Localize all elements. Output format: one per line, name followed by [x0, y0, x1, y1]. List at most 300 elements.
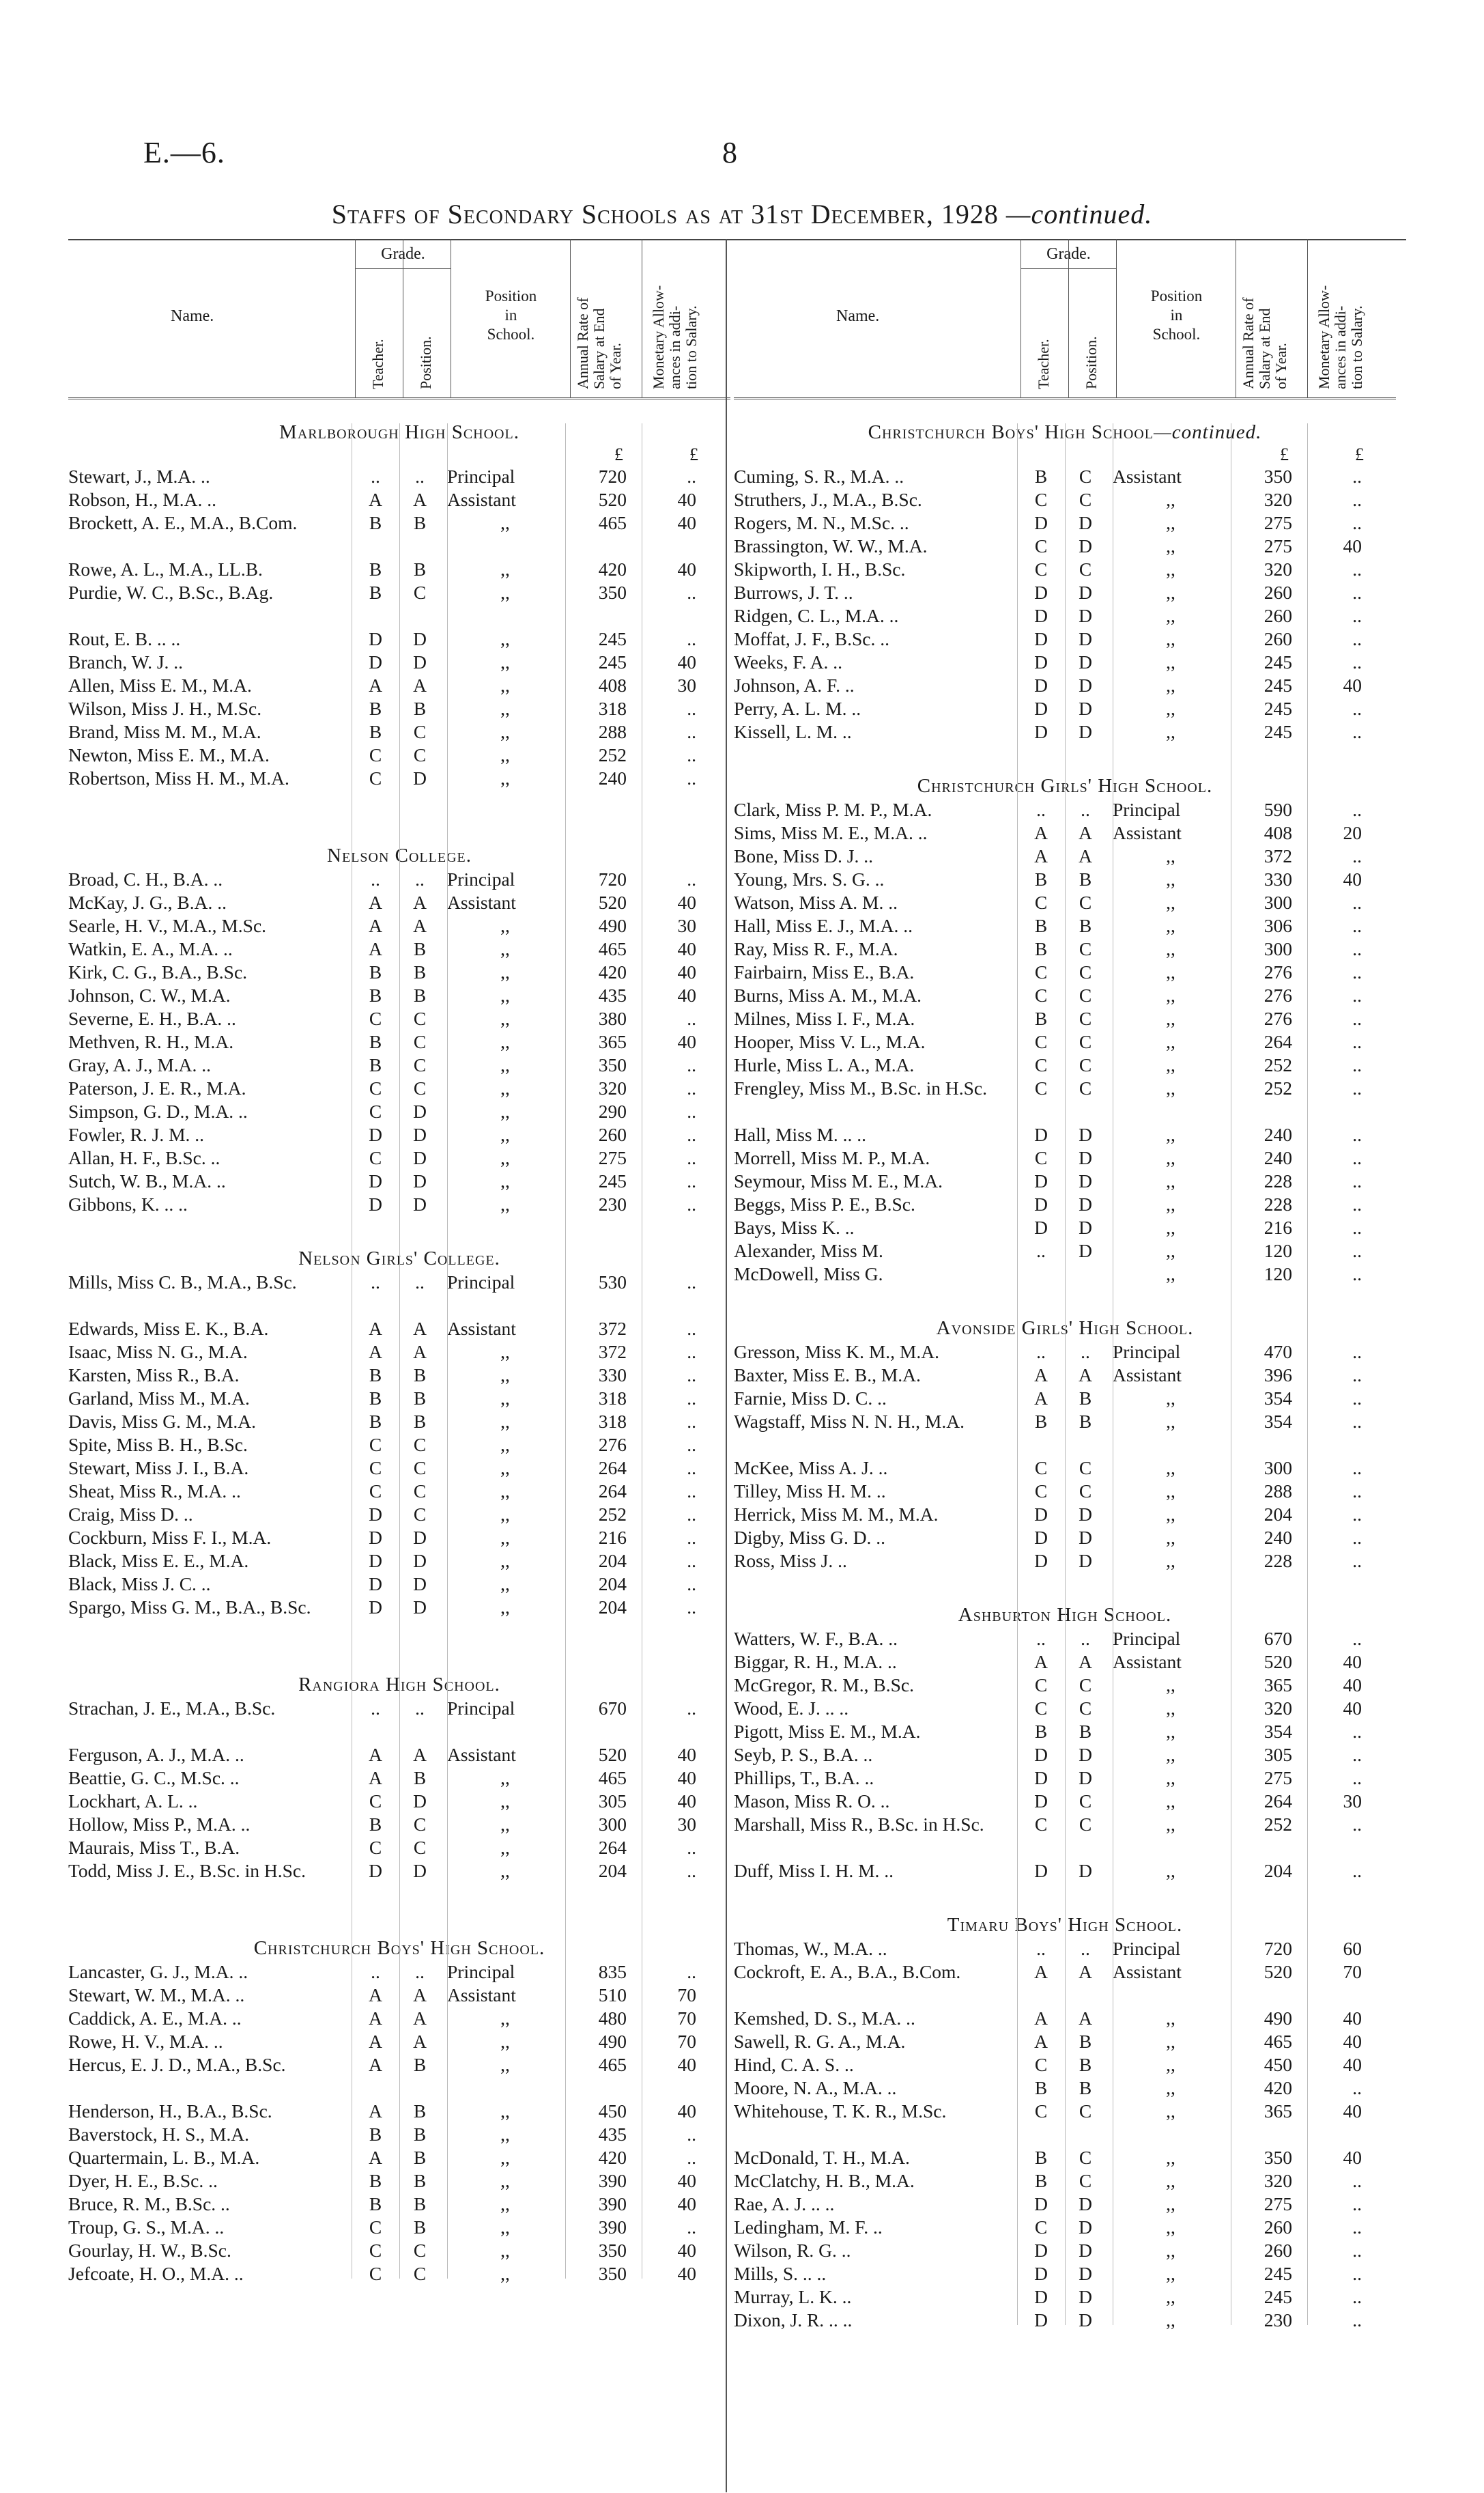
teacher-grade: B — [1034, 2147, 1048, 2168]
allowance: .. — [1352, 1364, 1362, 1385]
salary: 245 — [1264, 698, 1292, 719]
teacher-grade: A — [369, 2100, 382, 2122]
teacher-grade: D — [1034, 2240, 1048, 2261]
teacher-grade: C — [1034, 559, 1048, 580]
teacher-grade: C — [369, 2216, 382, 2238]
position-grade: A — [1079, 845, 1092, 867]
salary: 252 — [1264, 1814, 1292, 1835]
teacher-grade: B — [369, 2124, 382, 2145]
column-rule — [1017, 423, 1018, 2325]
page-title — [0, 198, 1484, 230]
salary: 670 — [598, 1698, 627, 1719]
position-grade: D — [413, 1124, 427, 1145]
allowance: .. — [687, 1698, 696, 1719]
allowance: .. — [687, 1457, 696, 1478]
school-position: ,, — [1166, 489, 1175, 510]
salary: 372 — [1264, 845, 1292, 867]
school-position: Assistant — [1113, 822, 1182, 843]
header-pis-2: in — [504, 307, 517, 324]
header-salary-cell — [1236, 239, 1307, 397]
allowance: .. — [1352, 512, 1362, 533]
salary: 450 — [598, 2100, 627, 2122]
teacher-name: Phillips, T., B.A. .. — [734, 1767, 874, 1788]
teacher-name: Cockroft, E. A., B.A., B.Com. — [734, 1961, 961, 1982]
teacher-grade: B — [369, 582, 382, 603]
allowance: .. — [687, 1596, 696, 1618]
position-grade: .. — [415, 869, 425, 890]
school-position: Assistant — [447, 489, 516, 510]
allowance: .. — [687, 1170, 696, 1192]
school-position: ,, — [1166, 845, 1175, 867]
salary: 264 — [1264, 1790, 1292, 1812]
allowance: 40 — [677, 2263, 696, 2284]
teacher-grade: A — [369, 2008, 382, 2029]
school-position: Assistant — [1113, 466, 1182, 487]
position-grade: C — [413, 1008, 427, 1029]
school-position: ,, — [500, 2147, 510, 2168]
position-grade: B — [413, 2100, 427, 2122]
salary: 240 — [598, 767, 627, 789]
salary: 465 — [1264, 2031, 1292, 2052]
salary: 204 — [598, 1573, 627, 1594]
allowance: .. — [1352, 1411, 1362, 1432]
position-grade: .. — [1081, 1938, 1090, 1959]
teacher-grade: B — [369, 1054, 382, 1075]
allowance: .. — [1352, 651, 1362, 673]
position-grade: A — [413, 1744, 427, 1765]
position-grade: A — [413, 1984, 427, 2005]
teacher-name: Mills, Miss C. B., M.A., B.Sc. — [68, 1271, 297, 1293]
teacher-name: Bays, Miss K. .. — [734, 1217, 855, 1238]
school-position: ,, — [500, 2240, 510, 2261]
salary: 330 — [598, 1364, 627, 1385]
school-position: ,, — [1166, 628, 1175, 649]
teacher-grade: A — [369, 1341, 382, 1362]
teacher-name: Branch, W. J. .. — [68, 651, 184, 673]
school-position: ,, — [500, 1596, 510, 1618]
allowance: .. — [1352, 1628, 1362, 1649]
teacher-grade: B — [369, 2193, 382, 2214]
salary: 264 — [598, 1457, 627, 1478]
salary: 465 — [598, 1767, 627, 1788]
teacher-grade: C — [1034, 489, 1048, 510]
salary: 350 — [598, 2263, 627, 2284]
position-grade: C — [1079, 1078, 1092, 1099]
teacher-grade: C — [369, 744, 382, 765]
teacher-name: Gibbons, K. .. .. — [68, 1194, 188, 1215]
allowance: 40 — [677, 1767, 696, 1788]
header-allowance-cell — [642, 239, 727, 397]
allowance: 40 — [1343, 1651, 1362, 1672]
allowance: .. — [687, 1527, 696, 1548]
allowance: .. — [687, 767, 696, 789]
position-grade: D — [1079, 698, 1092, 719]
position-grade: A — [413, 1341, 427, 1362]
section-title-text: Nelson College. — [327, 845, 472, 867]
allowance: .. — [1352, 1240, 1362, 1261]
teacher-name: Mills, S. .. .. — [734, 2263, 827, 2284]
salary: 216 — [598, 1527, 627, 1548]
teacher-grade: D — [369, 1596, 382, 1618]
teacher-name: Todd, Miss J. E., B.Sc. in H.Sc. — [68, 1860, 306, 1881]
school-position: ,, — [1166, 1124, 1175, 1145]
teacher-name: Stewart, Miss J. I., B.A. — [68, 1457, 249, 1478]
salary: 354 — [1264, 1411, 1292, 1432]
teacher-grade: C — [1034, 1147, 1048, 1168]
school-position: ,, — [1166, 1217, 1175, 1238]
school-position: Principal — [447, 1698, 515, 1719]
teacher-name: Spite, Miss B. H., B.Sc. — [68, 1434, 248, 1455]
header-position: Position. — [417, 336, 434, 389]
salary: 530 — [598, 1271, 627, 1293]
teacher-name: Fairbairn, Miss E., B.A. — [734, 961, 915, 983]
salary: 276 — [598, 1434, 627, 1455]
salary: 318 — [598, 1388, 627, 1409]
school-position: Principal — [447, 1271, 515, 1293]
allowance: 70 — [677, 2031, 696, 2052]
school-position: Principal — [1113, 1628, 1181, 1649]
position-grade: D — [1079, 1550, 1092, 1571]
position-grade: D — [1079, 1217, 1092, 1238]
salary: 390 — [598, 2216, 627, 2238]
teacher-grade: C — [1034, 535, 1048, 557]
salary: 245 — [1264, 2286, 1292, 2307]
allowance: 40 — [677, 2100, 696, 2122]
school-position: ,, — [500, 1147, 510, 1168]
teacher-grade: B — [369, 559, 382, 580]
allowance: .. — [687, 628, 696, 649]
salary: 408 — [598, 675, 627, 696]
school-position: ,, — [500, 1101, 510, 1122]
teacher-name: Frengley, Miss M., B.Sc. in H.Sc. — [734, 1078, 988, 1099]
teacher-grade: B — [369, 1814, 382, 1835]
teacher-name: Moffat, J. F., B.Sc. .. — [734, 628, 890, 649]
salary: 420 — [598, 559, 627, 580]
position-grade: D — [413, 767, 427, 789]
section-gap — [734, 399, 1396, 420]
allowance: 40 — [677, 512, 696, 533]
allowance: .. — [1352, 1008, 1362, 1029]
teacher-grade: .. — [371, 869, 380, 890]
position-grade: B — [413, 2170, 427, 2191]
school-position: ,, — [500, 1388, 510, 1409]
allowance: .. — [687, 1480, 696, 1502]
header-position: Position. — [1083, 336, 1100, 389]
school-position: ,, — [1166, 2100, 1175, 2122]
teacher-name: Stewart, W. M., M.A. .. — [68, 1984, 245, 2005]
school-position: ,, — [1166, 2193, 1175, 2214]
position-grade: D — [413, 1550, 427, 1571]
allowance-currency: £ — [1355, 445, 1364, 464]
allowance: .. — [687, 1388, 696, 1409]
teacher-grade: A — [1034, 2031, 1048, 2052]
position-grade: .. — [415, 1698, 425, 1719]
position-grade: B — [413, 938, 427, 959]
teacher-name: Thomas, W., M.A. .. — [734, 1938, 887, 1959]
teacher-name: Hercus, E. J. D., M.A., B.Sc. — [68, 2054, 286, 2075]
teacher-name: Craig, Miss D. .. — [68, 1504, 193, 1525]
salary: 252 — [1264, 1054, 1292, 1075]
teacher-name: Digby, Miss G. D. .. — [734, 1527, 886, 1548]
position-grade: .. — [415, 1271, 425, 1293]
salary: 470 — [1264, 1341, 1292, 1362]
teacher-grade: B — [369, 1364, 382, 1385]
section-title-text: Christchurch Girls' High School. — [917, 775, 1213, 797]
salary: 372 — [598, 1318, 627, 1339]
teacher-name: Murray, L. K. .. — [734, 2286, 852, 2307]
school-position: ,, — [500, 1341, 510, 1362]
position-grade: C — [1079, 1790, 1092, 1812]
position-grade: D — [1079, 2263, 1092, 2284]
school-position: ,, — [1166, 892, 1175, 913]
allowance: .. — [687, 744, 696, 765]
header-position-in-school-cell — [451, 239, 570, 397]
allowance: .. — [1352, 628, 1362, 649]
allowance: 70 — [677, 1984, 696, 2005]
school-position: ,, — [500, 675, 510, 696]
school-position: ,, — [500, 1504, 510, 1525]
school-position: ,, — [500, 512, 510, 533]
teacher-grade: C — [369, 1480, 382, 1502]
school-position: Principal — [447, 466, 515, 487]
salary: 390 — [598, 2170, 627, 2191]
salary: 365 — [598, 1031, 627, 1052]
teacher-grade: A — [369, 1767, 382, 1788]
page-number: 8 — [722, 136, 737, 169]
header-allowance-2: ances in addi- — [1332, 305, 1349, 389]
position-grade: C — [413, 1031, 427, 1052]
teacher-grade: D — [1034, 1767, 1048, 1788]
salary: 318 — [598, 698, 627, 719]
allowance: .. — [687, 1008, 696, 1029]
teacher-name: Watson, Miss A. M. .. — [734, 892, 898, 913]
teacher-grade: C — [1034, 1054, 1048, 1075]
salary: 275 — [598, 1147, 627, 1168]
school-position: Assistant — [447, 892, 516, 913]
school-position: ,, — [1166, 1457, 1175, 1478]
position-grade: C — [1079, 1008, 1092, 1029]
teacher-grade: B — [369, 2170, 382, 2191]
position-grade: A — [413, 892, 427, 913]
salary: 264 — [598, 1837, 627, 1858]
salary: 252 — [598, 1504, 627, 1525]
salary: 320 — [1264, 559, 1292, 580]
teacher-grade: D — [1034, 2263, 1048, 2284]
teacher-grade: D — [1034, 721, 1048, 742]
allowance: .. — [687, 1194, 696, 1215]
salary: 300 — [1264, 892, 1292, 913]
teacher-grade: D — [1034, 512, 1048, 533]
allowance: .. — [1352, 938, 1362, 959]
teacher-grade: A — [369, 2054, 382, 2075]
header-allowance-1: Monetary Allow- — [1315, 285, 1332, 389]
salary: 300 — [598, 1814, 627, 1835]
position-grade: C — [413, 1480, 427, 1502]
salary: 320 — [1264, 2170, 1292, 2191]
position-grade: C — [1079, 489, 1092, 510]
teacher-name: Watters, W. F., B.A. .. — [734, 1628, 898, 1649]
teacher-grade: .. — [1036, 1938, 1046, 1959]
teacher-name: McKee, Miss A. J. .. — [734, 1457, 888, 1478]
school-position: ,, — [1166, 651, 1175, 673]
salary: 228 — [1264, 1170, 1292, 1192]
allowance: .. — [1352, 1388, 1362, 1409]
allowance: .. — [1352, 2077, 1362, 2098]
teacher-name: Hind, C. A. S. .. — [734, 2054, 854, 2075]
teacher-grade: A — [1034, 1961, 1048, 1982]
allowance: 40 — [677, 985, 696, 1006]
teacher-name: Biggar, R. H., M.A. .. — [734, 1651, 897, 1672]
position-grade: A — [413, 675, 427, 696]
teacher-grade: D — [369, 1860, 382, 1881]
position-grade: D — [413, 1101, 427, 1122]
school-position: ,, — [500, 1411, 510, 1432]
section-title-text: Marlborough High School. — [279, 421, 519, 443]
salary: 260 — [1264, 605, 1292, 626]
allowance: .. — [687, 1124, 696, 1145]
salary: 204 — [598, 1860, 627, 1881]
salary: 228 — [1264, 1550, 1292, 1571]
allowance: .. — [1352, 698, 1362, 719]
header-pis-3: School. — [1152, 326, 1201, 343]
salary: 520 — [1264, 1961, 1292, 1982]
salary: 245 — [1264, 651, 1292, 673]
position-grade: C — [1079, 1698, 1092, 1719]
school-position: ,, — [1166, 2216, 1175, 2238]
teacher-name: Baverstock, H. S., M.A. — [68, 2124, 250, 2145]
school-position: ,, — [1166, 2147, 1175, 2168]
salary: 245 — [598, 651, 627, 673]
allowance: .. — [1352, 1170, 1362, 1192]
teacher-grade: C — [369, 2263, 382, 2284]
teacher-name: Ferguson, A. J., M.A. .. — [68, 1744, 244, 1765]
section-title-text: Timaru Boys' High School. — [947, 1914, 1183, 1936]
allowance: 40 — [1343, 1674, 1362, 1695]
school-position: ,, — [500, 1837, 510, 1858]
teacher-name: Caddick, A. E., M.A. .. — [68, 2008, 242, 2029]
header-teacher-cell — [355, 239, 403, 397]
position-grade: D — [413, 651, 427, 673]
salary: 245 — [1264, 721, 1292, 742]
salary: 288 — [598, 721, 627, 742]
allowance: .. — [1352, 1860, 1362, 1881]
salary: 480 — [598, 2008, 627, 2029]
allowance: 20 — [1343, 822, 1362, 843]
allowance: 40 — [677, 2193, 696, 2214]
teacher-name: Allan, H. F., B.Sc. .. — [68, 1147, 220, 1168]
teacher-name: Hollow, Miss P., M.A. .. — [68, 1814, 251, 1835]
school-position: ,, — [1166, 1147, 1175, 1168]
allowance: .. — [687, 1504, 696, 1525]
teacher-grade: D — [1034, 2193, 1048, 2214]
school-position: ,, — [1166, 2077, 1175, 2098]
left-column — [68, 239, 730, 2285]
teacher-grade: .. — [371, 1698, 380, 1719]
teacher-name: Seymour, Miss M. E., M.A. — [734, 1170, 943, 1192]
teacher-name: Moore, N. A., M.A. .. — [734, 2077, 897, 2098]
position-grade: C — [1079, 1480, 1092, 1502]
salary: 450 — [1264, 2054, 1292, 2075]
school-position: ,, — [1166, 605, 1175, 626]
teacher-name: Fowler, R. J. M. .. — [68, 1124, 205, 1145]
teacher-name: Robertson, Miss H. M., M.A. — [68, 767, 289, 789]
teacher-name: Skipworth, I. H., B.Sc. — [734, 559, 906, 580]
school-position: ,, — [1166, 1031, 1175, 1052]
position-grade: D — [413, 1573, 427, 1594]
allowance: .. — [1352, 1480, 1362, 1502]
teacher-grade: C — [369, 1457, 382, 1478]
teacher-grade: D — [1034, 1124, 1048, 1145]
allowance: .. — [687, 1411, 696, 1432]
school-position: ,, — [500, 1434, 510, 1455]
position-grade: D — [1079, 582, 1092, 603]
teacher-name: Wagstaff, Miss N. N. H., M.A. — [734, 1411, 965, 1432]
position-grade: .. — [1081, 1628, 1090, 1649]
allowance: 60 — [1343, 1938, 1362, 1959]
allowance: 40 — [677, 1744, 696, 1765]
allowance: .. — [1352, 2193, 1362, 2214]
teacher-grade: A — [1034, 1651, 1048, 1672]
salary: 350 — [1264, 466, 1292, 487]
teacher-grade: C — [1034, 1814, 1048, 1835]
position-grade: C — [413, 2263, 427, 2284]
school-position: ,, — [1166, 2008, 1175, 2029]
salary: 204 — [598, 1550, 627, 1571]
salary: 306 — [1264, 915, 1292, 936]
school-position: ,, — [500, 1170, 510, 1192]
school-position: ,, — [1166, 1814, 1175, 1835]
header-salary-3: of Year. — [1272, 343, 1289, 389]
teacher-name: Broad, C. H., B.A. .. — [68, 869, 223, 890]
allowance: .. — [1352, 1263, 1362, 1284]
salary: 230 — [598, 1194, 627, 1215]
teacher-grade: A — [369, 915, 382, 936]
position-grade: B — [1079, 2077, 1092, 2098]
position-grade: D — [1079, 1767, 1092, 1788]
salary: 720 — [598, 466, 627, 487]
teacher-name: Paterson, J. E. R., M.A. — [68, 1078, 246, 1099]
school-position: ,, — [1166, 1054, 1175, 1075]
salary: 420 — [598, 961, 627, 983]
school-position: ,, — [500, 1550, 510, 1571]
header-salary-2: Salary at End — [590, 308, 608, 389]
salary: 320 — [598, 1078, 627, 1099]
position-grade: D — [413, 1596, 427, 1618]
salary: 288 — [1264, 1480, 1292, 1502]
header-position-cell — [403, 239, 451, 397]
school-position: Assistant — [447, 1318, 516, 1339]
teacher-name: Edwards, Miss E. K., B.A. — [68, 1318, 269, 1339]
teacher-name: Davis, Miss G. M., M.A. — [68, 1411, 257, 1432]
teacher-name: Black, Miss J. C. .. — [68, 1573, 211, 1594]
allowance: 40 — [1343, 2031, 1362, 2052]
section-title-text: Christchurch Boys' High School. — [253, 1937, 545, 1959]
school-position: Principal — [1113, 799, 1181, 820]
school-position: ,, — [1166, 535, 1175, 557]
position-grade: A — [413, 2008, 427, 2029]
teacher-name: Watkin, E. A., M.A. .. — [68, 938, 233, 959]
teacher-grade: D — [1034, 582, 1048, 603]
header-salary-1: Annual Rate of — [1240, 297, 1257, 389]
teacher-grade: B — [369, 1388, 382, 1409]
school-position: ,, — [500, 938, 510, 959]
school-position: ,, — [1166, 2054, 1175, 2075]
teacher-name: Ridgen, C. L., M.A. .. — [734, 605, 899, 626]
header-salary-1: Annual Rate of — [574, 297, 591, 389]
allowance: .. — [1352, 1767, 1362, 1788]
salary: 276 — [1264, 985, 1292, 1006]
salary: 260 — [1264, 2240, 1292, 2261]
